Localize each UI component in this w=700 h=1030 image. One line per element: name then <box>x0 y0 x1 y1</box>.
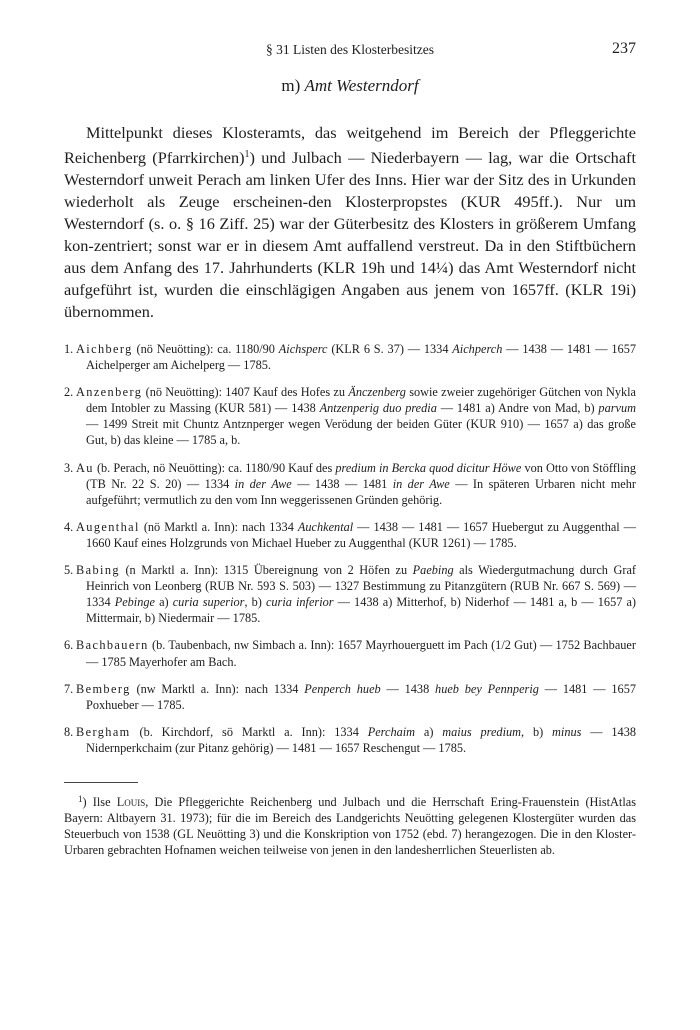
intro-paragraph <box>64 122 636 323</box>
list-item <box>64 384 636 448</box>
list-item <box>64 562 636 626</box>
entry-place-name: Bemberg <box>76 681 131 696</box>
entry-source-term: curia inferior <box>265 595 334 610</box>
footnote-text: Ilse <box>86 794 117 809</box>
entry-text: von Otto von Stöffling (TB Nr. 22 S. 20) — 1334 <box>86 460 636 491</box>
entry-text: sowie zweier zugehöriger Gütchen von Nykla dem Intobler zu Massing (KUR 581) — 1438 <box>86 385 636 416</box>
entry-text: (nw Marktl a. Inn): nach 1334 <box>130 681 305 696</box>
entry-place-name: Babing <box>76 563 120 578</box>
entry-text: (KLR 6 S. 37) — 1334 <box>327 342 453 356</box>
entry-text: — 1438 — 1481 — 1657 Huebergut zu Auggenthal — 1660 Kauf eines Holzgrunds von Michael Hueber zu Auggenthal (KUR 1261) — 1785. <box>86 519 636 550</box>
entry-text: — 1481 — 1657 Poxhueber — 1785. <box>86 681 636 712</box>
footnote-mark: 1 <box>78 793 83 804</box>
entry-source-term: Penperch hueb <box>304 681 381 696</box>
entry-text: — 1481 a) Andre von Mad, b) <box>436 401 599 416</box>
entry-number: 8. <box>64 724 74 739</box>
entry-text: — 1438 — 1481 — 1657 Aichelperger am Aichelperg — 1785. <box>86 342 636 373</box>
running-head-title: § 31 Listen des Klosterbesitzes <box>266 42 434 57</box>
entry-text: als Wiedergutmachung durch Graf Heinrich von Leonberg (RUB Nr. 593 S. 503) — 1327 Bestimmung zu Pitanzgütern (RUB Nr. 667 S. 569) — 1334 <box>86 563 636 610</box>
footnote-author-name: Louis <box>116 794 146 809</box>
entry-text: a) <box>154 595 173 610</box>
entry-place-name: Au <box>76 460 94 475</box>
entry-number: 1. <box>64 342 74 356</box>
intro-text-before-note: Mittelpunkt dieses Klosteramts, das weitgehend im Bereich der Pfleggerichte Reichenberg (Pfarrkirchen) <box>64 123 636 167</box>
entry-text: a) <box>415 724 443 739</box>
entry-text: (nö Marktl a. Inn): nach 1334 <box>139 519 298 534</box>
list-item <box>64 681 636 713</box>
footnote-separator <box>64 782 138 783</box>
section-title: Amt Westerndorf <box>304 76 419 95</box>
footnote-text: , Die Pfleggerichte Reichenberg und Julbach und die Herrschaft Ering-Frauenstein (HistAtlas Bayern: Altbayern 31. 1973); für die im Bereich des Landgerichts Neuötting gelegenen Klostergüter wurden das Steuerbuch von 1538 (GL Neuötting 3) und die Konskription von 1752 (ebd. 7) herangezogen. Die in den Kloster-Urbaren gebrachten Hofnamen weichen teilweise von jenen in den landesherrlichen Steuerlisten ab. <box>64 794 636 858</box>
entry-number: 3. <box>64 460 74 475</box>
entry-source-term: Aichsperc <box>278 342 328 356</box>
entry-number: 7. <box>64 681 74 696</box>
entry-number: 4. <box>64 519 74 534</box>
entry-source-term: parvum <box>598 401 636 416</box>
entry-source-term: maius predium <box>442 724 522 739</box>
entry-text: (b. Perach, nö Neuötting): ca. 1180/90 Kauf des <box>93 460 336 475</box>
entry-source-term: predium in Bercka quod dicitur Höwe <box>335 460 522 475</box>
list-item <box>64 341 636 373</box>
entry-source-term: Paebing <box>412 563 454 578</box>
section-heading <box>64 76 636 102</box>
entry-text: — 1438 a) Mitterhof, b) Niderhof — 1481 a, b — 1657 a) Mittermair, b) Niedermair — 1785. <box>86 595 637 626</box>
entry-number: 2. <box>64 385 74 400</box>
entry-text: , b) <box>244 595 266 610</box>
entry-source-term: Antzenperig duo predia <box>319 401 437 416</box>
section-letter: m) <box>281 76 301 95</box>
entry-place-name: Augenthal <box>76 519 140 534</box>
list-item <box>64 724 636 756</box>
entry-number: 5. <box>64 563 74 578</box>
entry-text: (b. Kirchdorf, sö Marktl a. Inn): 1334 <box>130 724 368 739</box>
entry-source-term: in der Awe <box>392 476 450 491</box>
entry-text: , b) <box>521 724 553 739</box>
list-item <box>64 460 636 508</box>
entry-text: — 1438 Nidernperkchaim (zur Pitanz gehörig) — 1481 — 1657 Reschengut — 1785. <box>86 724 636 755</box>
entry-place-name: Bergham <box>76 724 131 739</box>
entry-text: (nö Neuötting): ca. 1180/90 <box>132 342 279 356</box>
entry-source-term: Pebinge <box>114 595 155 610</box>
entry-text: — 1438 — 1481 <box>291 476 393 491</box>
entry-source-term: hueb bey Pennperig <box>435 681 539 696</box>
entry-place-name: Aichberg <box>76 342 133 356</box>
intro-text-after-note: ) und Julbach — Niederbayern — lag, war die Ortschaft Westerndorf unweit Perach am linken Ufer des Inns. Hier war der Sitz des in Urkunden wiederholt als Zeuge erscheinen-den Klosterpropstes (KUR 495ff.). Nur um Westerndorf (s. o. § 16 Ziff. 25) war der Güterbesitz des Klosters in größerem Umfang kon-zentriert; sonst war er in diesem Amt auffallend verstreut. Da in den Stiftbüchern aus dem Anfang des 17. Jahrhunderts (KLR 19h und 14¼) das Amt Westerndorf nicht aufgeführt ist, wurden die einschlägigen Angaben aus jenem von 1657ff. (KLR 19i) übernommen. <box>64 148 636 321</box>
entry-place-name: Anzenberg <box>76 385 143 400</box>
entry-text: — 1499 Streit mit Chuntz Antznperger wegen Verödung der beiden Güter (KUR 910) — 1657 a) das große Gut, b) das kleine — 1785 a, b. <box>86 417 636 448</box>
entry-text: — In späteren Urbaren nicht mehr aufgeführt; vermutlich zu den vom Inn weggerissenen Gründen gehörig. <box>86 476 636 507</box>
entry-text: — 1438 <box>380 681 436 696</box>
running-head <box>64 40 636 64</box>
entry-text: (b. Taubenbach, nw Simbach a. Inn): 1657 Mayrhouerguett im Pach (1/2 Gut) — 1752 Bachbauer — 1785 Mayerhofer am Bach. <box>86 638 636 669</box>
footnote-reference: 1 <box>244 149 250 160</box>
page-number: 237 <box>612 40 636 57</box>
entry-text: (n Marktl a. Inn): 1315 Übereignung von 2 Höfen zu <box>119 563 413 578</box>
footnote <box>64 791 636 858</box>
entry-source-term: minus <box>552 724 582 739</box>
entry-source-term: curia superior <box>172 595 245 610</box>
entry-source-term: in der Awe <box>234 476 292 491</box>
entry-text: (nö Neuötting): 1407 Kauf des Hofes zu <box>142 385 349 400</box>
entry-source-term: Änczenberg <box>348 385 406 400</box>
entry-number: 6. <box>64 638 74 653</box>
footnote-mark-close: ) <box>82 794 87 809</box>
entry-list <box>64 341 636 756</box>
entry-source-term: Aichperch <box>452 342 503 356</box>
list-item <box>64 519 636 551</box>
list-item <box>64 637 636 669</box>
entry-source-term: Perchaim <box>367 724 416 739</box>
entry-source-term: Auchkental <box>297 519 354 534</box>
entry-place-name: Bachbauern <box>76 638 149 653</box>
document-page <box>64 40 636 858</box>
